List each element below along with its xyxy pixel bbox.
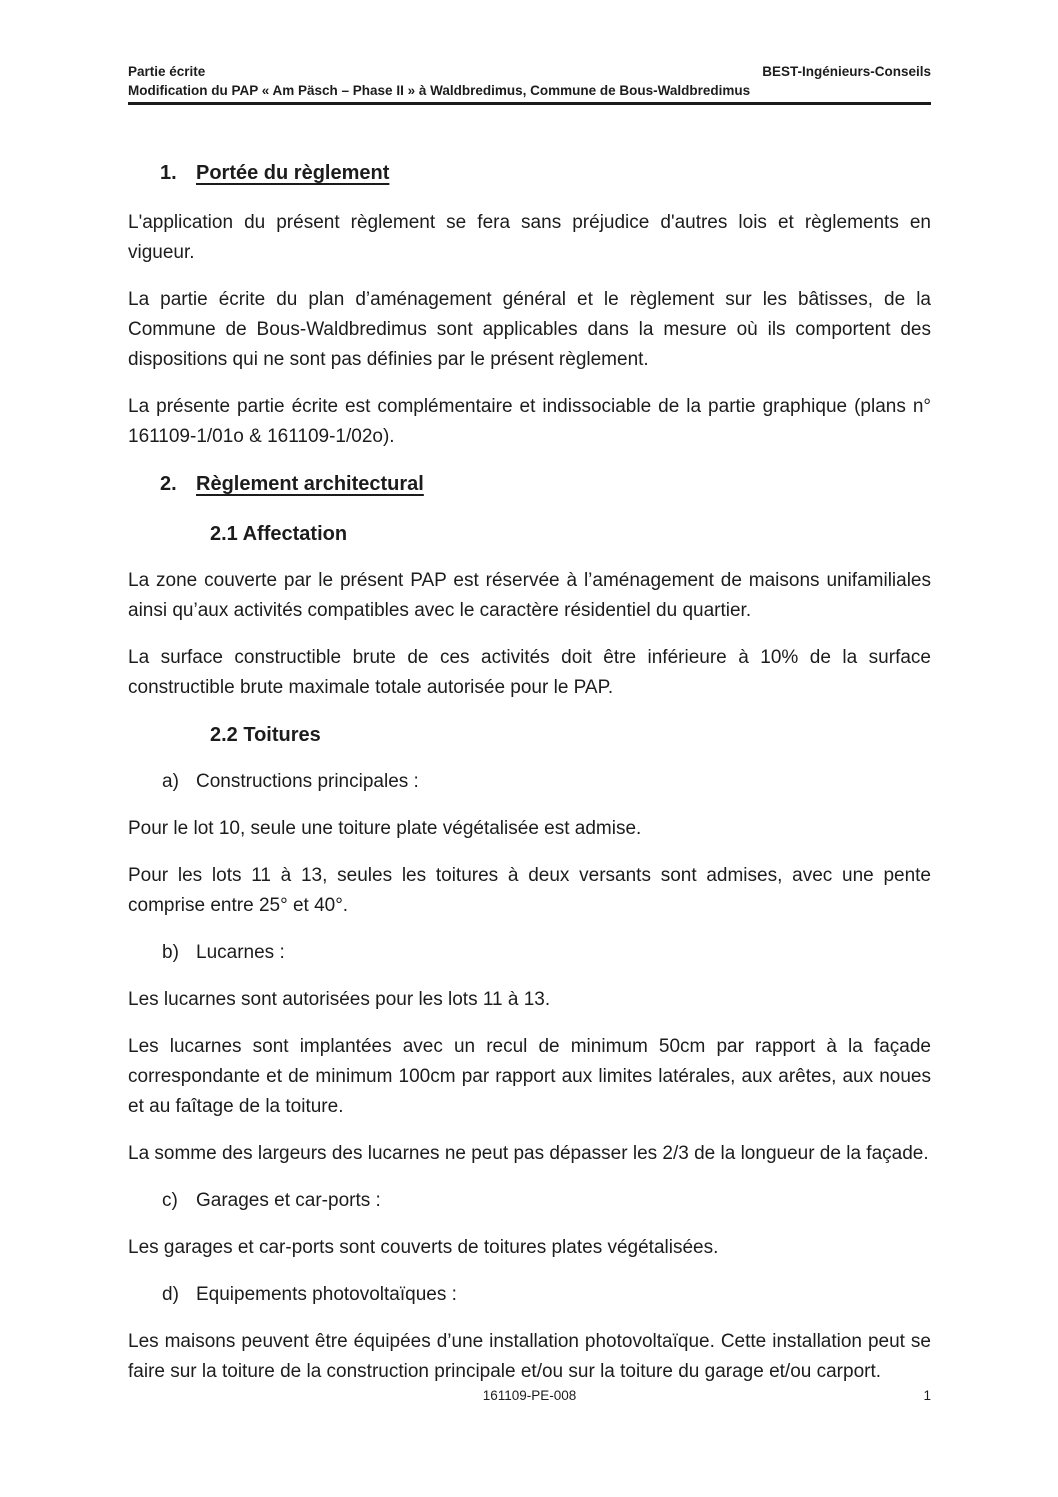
list-item-a — [162, 767, 931, 797]
header-company-name: BEST-Ingénieurs-Conseils — [762, 64, 931, 79]
subsection-heading-2-2: 2.2 Toitures — [210, 724, 321, 746]
section-heading-1 — [160, 158, 931, 188]
paragraph: La partie écrite du plan d’aménagement général et le règlement sur les bâtisses, de la Commune de Bous-Waldbredimus sont applicables dans la mesure où ils comportent des dispositions qui ne sont pas définies par le présent règlement. — [128, 289, 931, 370]
paragraph: Pour les lots 11 à 13, seules les toitures à deux versants sont admises, avec une pente comprise entre 25° et 40°. — [128, 865, 931, 916]
paragraph: Les lucarnes sont implantées avec un recul de minimum 50cm par rapport à la façade correspondante et de minimum 100cm par rapport aux limites latérales, aux arêtes, aux noues et au faîtage de la toiture. — [128, 1036, 931, 1117]
paragraph: Les maisons peuvent être équipées d’une installation photovoltaïque. Cette installation peut se faire sur la toiture de la construction principale et/ou sur la toiture du garage et/ou carport. — [128, 1331, 931, 1382]
list-label: Constructions principales : — [196, 771, 419, 792]
header-doc-title: Modification du PAP « Am Päsch – Phase II » à Waldbredimus, Commune de Bous-Waldbredimus — [128, 83, 751, 98]
section-number: 2. — [160, 473, 177, 495]
list-label: Equipements photovoltaïques : — [196, 1284, 457, 1305]
page-footer — [128, 1386, 931, 1406]
paragraph: La somme des largeurs des lucarnes ne peut pas dépasser les 2/3 de la longueur de la façade. — [128, 1143, 929, 1164]
paragraph: La surface constructible brute de ces activités doit être inférieure à 10% de la surface constructible brute maximale totale autorisée pour le PAP. — [128, 647, 931, 698]
paragraph: L'application du présent règlement se fera sans préjudice d'autres lois et règlements en vigueur. — [128, 212, 931, 263]
header-row — [128, 62, 931, 81]
footer-page-number: 1 — [923, 1388, 931, 1403]
list-label: Garages et car-ports : — [196, 1190, 381, 1211]
header-doc-type: Partie écrite — [128, 64, 206, 79]
footer-doc-ref: 161109-PE-008 — [482, 1388, 577, 1403]
list-label: Lucarnes : — [196, 942, 285, 963]
page-header — [128, 62, 931, 105]
document-body — [128, 158, 931, 1404]
list-marker: a) — [162, 771, 179, 792]
paragraph: Les garages et car-ports sont couverts de toitures plates végétalisées. — [128, 1237, 719, 1258]
section-title: Portée du règlement — [196, 162, 390, 184]
paragraph: La zone couverte par le présent PAP est réservée à l’aménagement de maisons unifamiliales ainsi qu’aux activités compatibles avec le caractère résidentiel du quartier. — [128, 570, 931, 621]
paragraph: Les lucarnes sont autorisées pour les lots 11 à 13. — [128, 989, 551, 1010]
section-title: Règlement architectural — [196, 473, 424, 495]
section-heading-2 — [160, 469, 931, 499]
list-item-c — [162, 1186, 931, 1216]
list-marker: b) — [162, 942, 179, 963]
paragraph: La présente partie écrite est complémentaire et indissociable de la partie graphique (plans n° 161109-1/01o & 161109-1/02o). — [128, 396, 931, 447]
subsection-heading-2-1: 2.1 Affectation — [210, 523, 348, 545]
list-marker: d) — [162, 1284, 179, 1305]
list-marker: c) — [162, 1190, 178, 1211]
list-item-d — [162, 1280, 931, 1310]
paragraph: Pour le lot 10, seule une toiture plate végétalisée est admise. — [128, 818, 642, 839]
section-number: 1. — [160, 162, 177, 184]
list-item-b — [162, 938, 931, 968]
